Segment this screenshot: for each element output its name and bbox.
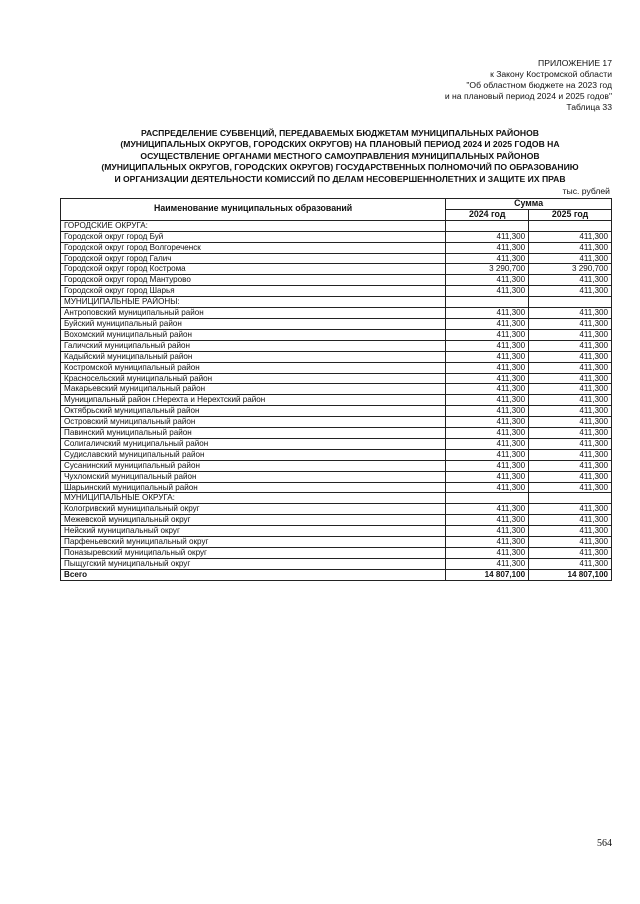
row-value-2024: 3 290,700 <box>446 264 529 275</box>
row-value-2025: 411,300 <box>529 308 612 319</box>
row-name: Павинский муниципальный район <box>61 428 446 439</box>
row-value-2025: 411,300 <box>529 417 612 428</box>
row-value-2024: 411,300 <box>446 482 529 493</box>
row-value-2024: 411,300 <box>446 242 529 253</box>
row-value-2024: 411,300 <box>446 308 529 319</box>
column-header-2025: 2025 год <box>529 209 612 220</box>
row-value-2025: 411,300 <box>529 253 612 264</box>
row-name: Кадыйский муниципальный район <box>61 351 446 362</box>
table-row <box>61 526 612 537</box>
row-value-2024: 411,300 <box>446 362 529 373</box>
appendix-law-title: "Об областном бюджете на 2023 год <box>466 80 612 90</box>
table-row <box>61 482 612 493</box>
row-name: Муниципальный район г.Нерехта и Нерехтский район <box>61 395 446 406</box>
row-value-2025: 411,300 <box>529 329 612 340</box>
table-row <box>61 373 612 384</box>
row-value-2024: 411,300 <box>446 253 529 264</box>
row-value-2024 <box>446 493 529 504</box>
row-value-2024: 411,300 <box>446 526 529 537</box>
title-line: (МУНИЦИПАЛЬНЫХ ОКРУГОВ, ГОРОДСКИХ ОКРУГОВ) НА ПЛАНОВЫЙ ПЕРИОД 2024 И 2025 ГОДОВ НА <box>120 139 560 150</box>
row-value-2025: 411,300 <box>529 318 612 329</box>
row-name: Сусанинский муниципальный район <box>61 460 446 471</box>
row-name: Галичский муниципальный район <box>61 340 446 351</box>
row-name: Буйский муниципальный район <box>61 318 446 329</box>
document-title <box>60 128 620 185</box>
row-value-2024: 411,300 <box>446 340 529 351</box>
page-number: 564 <box>597 838 612 849</box>
row-value-2025: 411,300 <box>529 406 612 417</box>
appendix-law-period: и на плановый период 2024 и 2025 годов" <box>444 91 612 101</box>
row-value-2024: 411,300 <box>446 384 529 395</box>
row-value-2025: 411,300 <box>529 242 612 253</box>
table-row <box>61 449 612 460</box>
row-name: Судиславский муниципальный район <box>61 449 446 460</box>
table-row <box>61 406 612 417</box>
table-row <box>61 515 612 526</box>
group-header-row <box>61 493 612 504</box>
row-value-2025: 411,300 <box>529 449 612 460</box>
row-name: Городской округ город Кострома <box>61 264 446 275</box>
table-row <box>61 384 612 395</box>
row-value-2024: 411,300 <box>446 558 529 569</box>
table-row <box>61 253 612 264</box>
row-name: Вохомский муниципальный район <box>61 329 446 340</box>
table-row <box>61 242 612 253</box>
row-value-2024: 411,300 <box>446 329 529 340</box>
row-name: Межевской муниципальный округ <box>61 515 446 526</box>
row-value-2025: 411,300 <box>529 504 612 515</box>
table-row <box>61 471 612 482</box>
row-value-2024: 411,300 <box>446 460 529 471</box>
table-row <box>61 504 612 515</box>
row-value-2024: 411,300 <box>446 548 529 559</box>
row-value-2025: 411,300 <box>529 471 612 482</box>
row-name: Красносельский муниципальный район <box>61 373 446 384</box>
row-name: Пыщугский муниципальный округ <box>61 558 446 569</box>
table-row <box>61 329 612 340</box>
row-value-2024: 411,300 <box>446 504 529 515</box>
row-name: Парфеньевский муниципальный округ <box>61 537 446 548</box>
row-value-2025: 411,300 <box>529 395 612 406</box>
row-value-2024: 411,300 <box>446 318 529 329</box>
row-value-2024 <box>446 297 529 308</box>
row-value-2025 <box>529 297 612 308</box>
table-row <box>61 340 612 351</box>
subvention-table <box>60 198 612 581</box>
table-row <box>61 548 612 559</box>
row-value-2024: 411,300 <box>446 395 529 406</box>
total-label: Всего <box>61 569 446 580</box>
column-header-sum: Сумма <box>446 199 612 210</box>
row-name: Костромской муниципальный район <box>61 362 446 373</box>
table-row <box>61 264 612 275</box>
row-value-2025: 411,300 <box>529 548 612 559</box>
row-value-2025: 411,300 <box>529 558 612 569</box>
row-value-2024 <box>446 220 529 231</box>
row-value-2025: 411,300 <box>529 460 612 471</box>
row-value-2024: 411,300 <box>446 286 529 297</box>
row-value-2024: 411,300 <box>446 373 529 384</box>
table-row <box>61 275 612 286</box>
row-value-2025: 411,300 <box>529 231 612 242</box>
table-row <box>61 438 612 449</box>
row-name: Октябрьский муниципальный район <box>61 406 446 417</box>
title-line: РАСПРЕДЕЛЕНИЕ СУБВЕНЦИЙ, ПЕРЕДАВАЕМЫХ БЮДЖЕТАМ МУНИЦИПАЛЬНЫХ РАЙОНОВ <box>140 128 540 138</box>
row-value-2025 <box>529 493 612 504</box>
row-value-2025: 411,300 <box>529 438 612 449</box>
table-row <box>61 286 612 297</box>
row-value-2024: 411,300 <box>446 417 529 428</box>
row-name: Островский муниципальный район <box>61 417 446 428</box>
row-name: Городской округ город Волгореченск <box>61 242 446 253</box>
row-name: Поназыревский муниципальный округ <box>61 548 446 559</box>
row-name: Городской округ город Шарья <box>61 286 446 297</box>
appendix-header <box>445 58 612 113</box>
title-line: (МУНИЦИПАЛЬНЫХ ОКРУГОВ, ГОРОДСКИХ ОКРУГОВ) ГОСУДАРСТВЕННЫХ ПОЛНОМОЧИЙ ПО ОБРАЗОВАНИЮ <box>101 162 579 173</box>
group-header-row <box>61 220 612 231</box>
table-row <box>61 308 612 319</box>
row-name: МУНИЦИПАЛЬНЫЕ РАЙОНЫ: <box>61 297 446 308</box>
row-value-2024: 411,300 <box>446 428 529 439</box>
row-name: Антроповский муниципальный район <box>61 308 446 319</box>
row-value-2024: 411,300 <box>446 515 529 526</box>
row-value-2025: 411,300 <box>529 351 612 362</box>
total-2025: 14 807,100 <box>529 569 612 580</box>
group-header-row <box>61 297 612 308</box>
row-value-2024: 411,300 <box>446 471 529 482</box>
table-body <box>61 220 612 569</box>
row-name: Макарьевский муниципальный район <box>61 384 446 395</box>
row-value-2024: 411,300 <box>446 449 529 460</box>
row-value-2024: 411,300 <box>446 275 529 286</box>
table-row <box>61 537 612 548</box>
units-label: тыс. рублей <box>562 186 610 196</box>
row-value-2025: 411,300 <box>529 373 612 384</box>
row-name: ГОРОДСКИЕ ОКРУГА: <box>61 220 446 231</box>
table-row <box>61 362 612 373</box>
row-value-2025: 411,300 <box>529 340 612 351</box>
row-value-2025: 411,300 <box>529 526 612 537</box>
row-value-2024: 411,300 <box>446 537 529 548</box>
row-name: Нейский муниципальный округ <box>61 526 446 537</box>
column-header-2024: 2024 год <box>446 209 529 220</box>
total-row <box>61 569 612 580</box>
row-value-2025 <box>529 220 612 231</box>
table-row <box>61 417 612 428</box>
table-number: Таблица 33 <box>566 102 612 112</box>
row-value-2024: 411,300 <box>446 231 529 242</box>
row-name: Городской округ город Буй <box>61 231 446 242</box>
row-value-2025: 411,300 <box>529 537 612 548</box>
row-value-2025: 411,300 <box>529 428 612 439</box>
table-row <box>61 428 612 439</box>
table-row <box>61 395 612 406</box>
appendix-law-ref: к Закону Костромской области <box>490 69 612 79</box>
table-row <box>61 351 612 362</box>
row-name: Кологривский муниципальный округ <box>61 504 446 515</box>
row-name: Чухломский муниципальный район <box>61 471 446 482</box>
row-name: МУНИЦИПАЛЬНЫЕ ОКРУГА: <box>61 493 446 504</box>
row-value-2025: 411,300 <box>529 275 612 286</box>
table-row <box>61 460 612 471</box>
column-header-name: Наименование муниципальных образований <box>61 199 446 221</box>
row-name: Городской округ город Галич <box>61 253 446 264</box>
row-name: Солигаличский муниципальный район <box>61 438 446 449</box>
appendix-number: ПРИЛОЖЕНИЕ 17 <box>538 58 612 68</box>
row-value-2025: 411,300 <box>529 482 612 493</box>
title-line: ОСУЩЕСТВЛЕНИЕ ОРГАНАМИ МЕСТНОГО САМОУПРАВЛЕНИЯ МУНИЦИПАЛЬНЫХ РАЙОНОВ <box>140 150 540 161</box>
table-row <box>61 231 612 242</box>
row-value-2024: 411,300 <box>446 351 529 362</box>
row-value-2025: 411,300 <box>529 384 612 395</box>
table-row <box>61 318 612 329</box>
row-name: Шарьинский муниципальный район <box>61 482 446 493</box>
table-row <box>61 558 612 569</box>
row-value-2024: 411,300 <box>446 406 529 417</box>
row-value-2025: 411,300 <box>529 286 612 297</box>
row-value-2025: 411,300 <box>529 515 612 526</box>
row-value-2024: 411,300 <box>446 438 529 449</box>
row-value-2025: 3 290,700 <box>529 264 612 275</box>
title-line: И ОРГАНИЗАЦИИ ДЕЯТЕЛЬНОСТИ КОМИССИЙ ПО ДЕЛАМ НЕСОВЕРШЕННОЛЕТНИХ И ЗАЩИТЕ ИХ ПРАВ <box>114 173 566 184</box>
row-name: Городской округ город Мантурово <box>61 275 446 286</box>
row-value-2025: 411,300 <box>529 362 612 373</box>
total-2024: 14 807,100 <box>446 569 529 580</box>
